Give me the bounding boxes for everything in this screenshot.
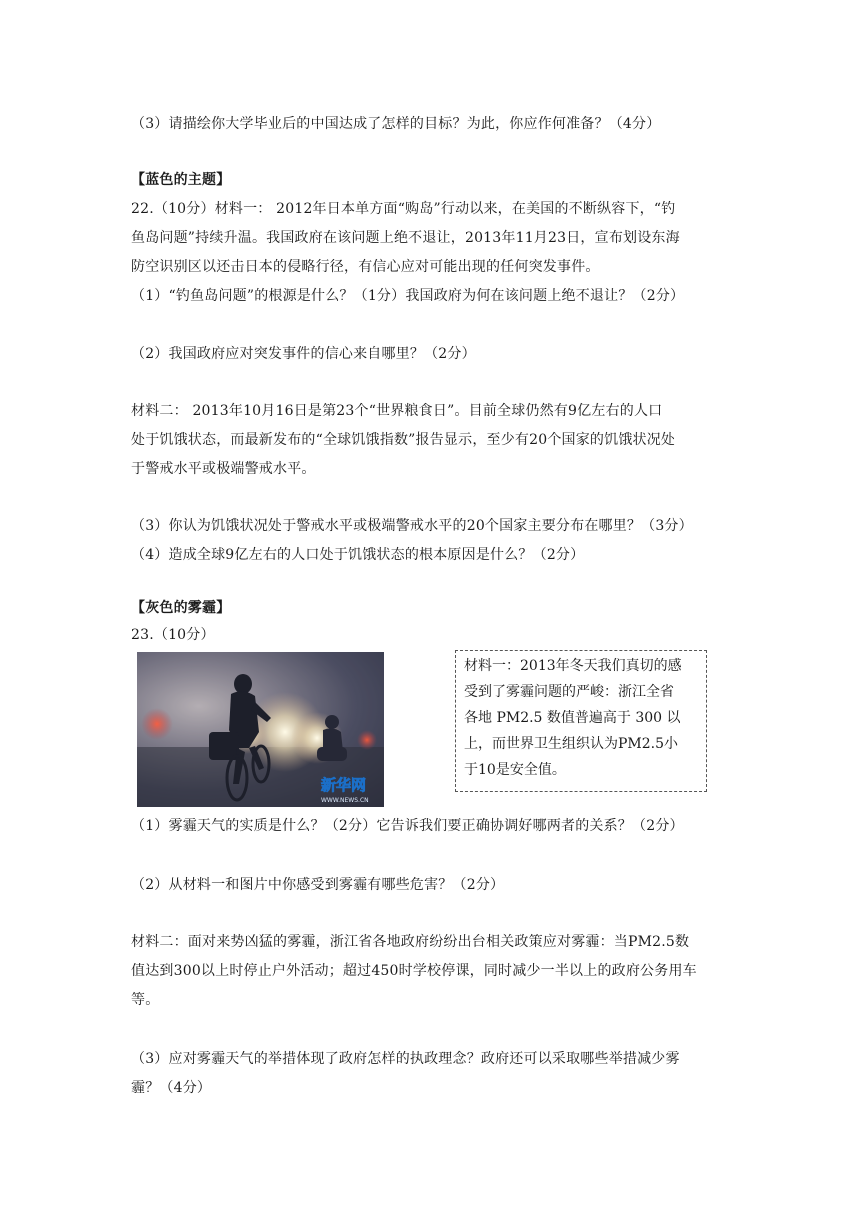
- question-23-header: 23.（10分）: [131, 627, 215, 643]
- material-23-2-line: 等。: [131, 992, 160, 1008]
- question-22-header: 22.（10分）材料一： 2012年日本单方面“购岛”行动以来，在美国的不断纵容下，“钓: [131, 201, 676, 217]
- material-1-line: 上，而世界卫生组织认为PM2.5小: [464, 736, 679, 752]
- photo-watermark-url: WWW.NEWS.CN: [321, 797, 369, 804]
- material-1-line: 各地 PM2.5 数值普遍高于 300 以: [464, 710, 681, 726]
- question-22-material-line: 防空识别区以还击日本的侵略行径，有信心应对可能出现的任何突发事件。: [131, 259, 600, 275]
- section-heading-blue-theme: 【蓝色的主题】: [131, 172, 231, 188]
- question-23-3: （3）应对雾霾天气的举措体现了政府怎样的执政理念？政府还可以采取哪些举措减少雾: [131, 1051, 680, 1067]
- question-22-1: （1）“钓鱼岛问题”的根源是什么？（1分）我国政府为何在该问题上绝不退让？（2分）: [131, 288, 685, 304]
- question-22-2: （2）我国政府应对突发事件的信心来自哪里？（2分）: [131, 346, 476, 362]
- material-23-2-line: 值达到300以上时停止户外活动；超过450时学校停课，同时减少一半以上的政府公务用车: [131, 963, 697, 979]
- section-heading-gray-smog: 【灰色的雾霾】: [131, 600, 231, 616]
- question-21-3: （3）请描绘你大学毕业后的中国达成了怎样的目标？为此，你应作何准备？（4分）: [131, 116, 661, 132]
- material-2-line: 于警戒水平或极端警戒水平。: [131, 461, 316, 477]
- smog-cyclist-photo: [137, 652, 384, 807]
- material-23-2-line: 材料二：面对来势凶猛的雾霾，浙江省各地政府纷纷出台相关政策应对雾霾：当PM2.5数: [131, 934, 690, 950]
- material-1-line: 材料一：2013年冬天我们真切的感: [464, 658, 682, 674]
- material-2-line: 材料二： 2013年10月16日是第23个“世界粮食日”。目前全球仍然有9亿左右的人口: [131, 403, 663, 419]
- question-23-2: （2）从材料一和图片中你感受到雾霾有哪些危害？（2分）: [131, 877, 505, 893]
- material-2-line: 处于饥饿状态，而最新发布的“全球饥饿指数”报告显示，至少有20个国家的饥饿状况处: [131, 432, 676, 448]
- photo-watermark: 新华网: [321, 776, 367, 794]
- question-23-3: 霾？（4分）: [131, 1080, 212, 1096]
- material-1-line: 于10是安全值。: [464, 762, 566, 778]
- material-1-box: [455, 650, 707, 792]
- question-22-material-line: 鱼岛问题”持续升温。我国政府在该问题上绝不退让，2013年11月23日，宣布划设东海: [131, 230, 680, 246]
- question-23-1: （1）雾霾天气的实质是什么？（2分）它告诉我们要正确协调好哪两者的关系？（2分）: [131, 818, 684, 834]
- material-1-line: 受到了雾霾问题的严峻：浙江全省: [464, 684, 674, 700]
- question-22-4: （4）造成全球9亿左右的人口处于饥饿状态的根本原因是什么？（2分）: [131, 547, 585, 563]
- question-22-3: （3）你认为饥饿状况处于警戒水平或极端警戒水平的20个国家主要分布在哪里？（3分）: [131, 518, 693, 534]
